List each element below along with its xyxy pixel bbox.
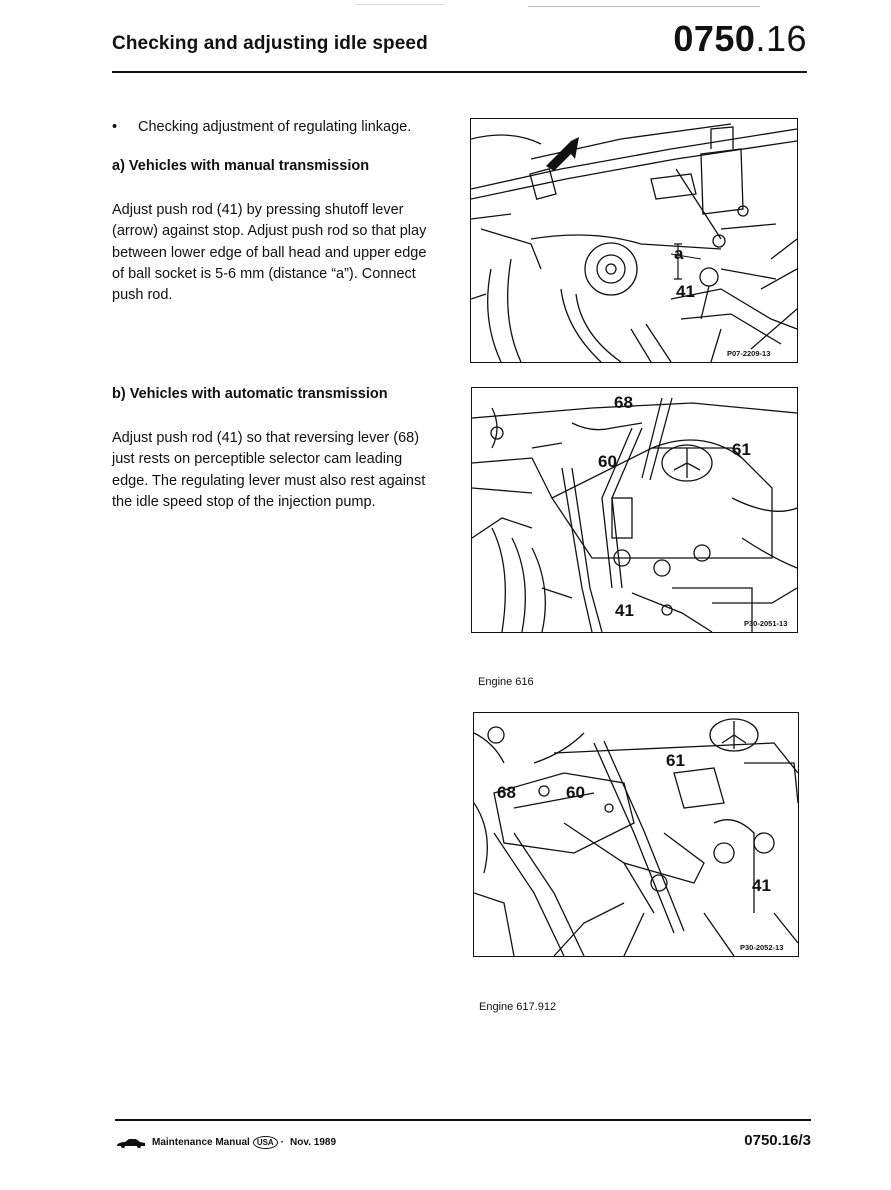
callout-68: 68 — [614, 393, 633, 412]
paragraph-line: (arrow) against stop. Adjust push rod so that play — [112, 223, 427, 240]
document-number-sub: .16 — [755, 18, 807, 59]
caption-engine-617: Engine 617.912 — [479, 1001, 557, 1013]
figure-engine-616 — [471, 387, 798, 633]
paragraph-line: edge. The regulating lever must also rest against — [112, 472, 426, 489]
bullet-text: Checking adjustment of regulating linkage. — [138, 119, 412, 135]
callout-41: 41 — [676, 282, 695, 301]
section-b-heading: b) Vehicles with automatic transmission — [112, 386, 388, 402]
engine-illustration-2 — [472, 388, 797, 632]
section-b-paragraph — [112, 428, 452, 513]
manual-name: Maintenance Manual — [152, 1137, 250, 1148]
footer-date: Nov. 1989 — [290, 1137, 336, 1148]
document-number — [673, 18, 807, 60]
section-a-paragraph — [112, 200, 452, 306]
scan-artifact-line — [355, 4, 445, 5]
caption-engine-616: Engine 616 — [478, 676, 534, 688]
car-logo-icon — [116, 1138, 146, 1148]
callout-60: 60 — [598, 452, 617, 471]
paragraph-line: of ball socket is 5-6 mm (distance “a”). Connect — [112, 265, 416, 282]
footer-rule — [115, 1119, 811, 1121]
bullet-item — [112, 117, 411, 138]
callout-41: 41 — [615, 601, 634, 620]
paragraph-line: the idle speed stop of the injection pump. — [112, 493, 376, 510]
region-badge: USA — [253, 1136, 278, 1149]
paragraph-line: push rod. — [112, 287, 173, 304]
figure-manual-linkage — [470, 118, 798, 363]
paragraph-line: between lower edge of ball head and upper edge — [112, 244, 427, 261]
engine-illustration-3 — [474, 713, 798, 956]
engine-illustration-1 — [471, 119, 797, 362]
header-rule — [112, 71, 807, 73]
callout-68: 68 — [497, 783, 516, 802]
figure-code: P30-2052-13 — [740, 943, 784, 952]
document-number-main: 0750 — [673, 18, 756, 59]
footer-left — [116, 1136, 336, 1149]
page-title: Checking and adjusting idle speed — [112, 33, 428, 54]
figure-code: P30-2051-13 — [744, 619, 788, 628]
figure-engine-617 — [473, 712, 799, 957]
callout-60: 60 — [566, 783, 585, 802]
paragraph-line: Adjust push rod (41) so that reversing lever (68) — [112, 430, 420, 446]
footer-separator: · — [280, 1137, 285, 1148]
callout-61: 61 — [732, 440, 751, 459]
paragraph-line: Adjust push rod (41) by pressing shutoff lever — [112, 202, 404, 218]
bullet-dot: • — [112, 119, 118, 135]
callout-a: a — [674, 244, 684, 263]
page-number: 0750.16/3 — [744, 1132, 811, 1149]
callout-41: 41 — [752, 876, 771, 895]
scan-artifact-line — [528, 6, 760, 7]
callout-61: 61 — [666, 751, 685, 770]
section-a-heading: a) Vehicles with manual transmission — [112, 158, 370, 174]
paragraph-line: just rests on perceptible selector cam leading — [112, 451, 403, 468]
figure-code: P07-2209-13 — [727, 349, 771, 358]
